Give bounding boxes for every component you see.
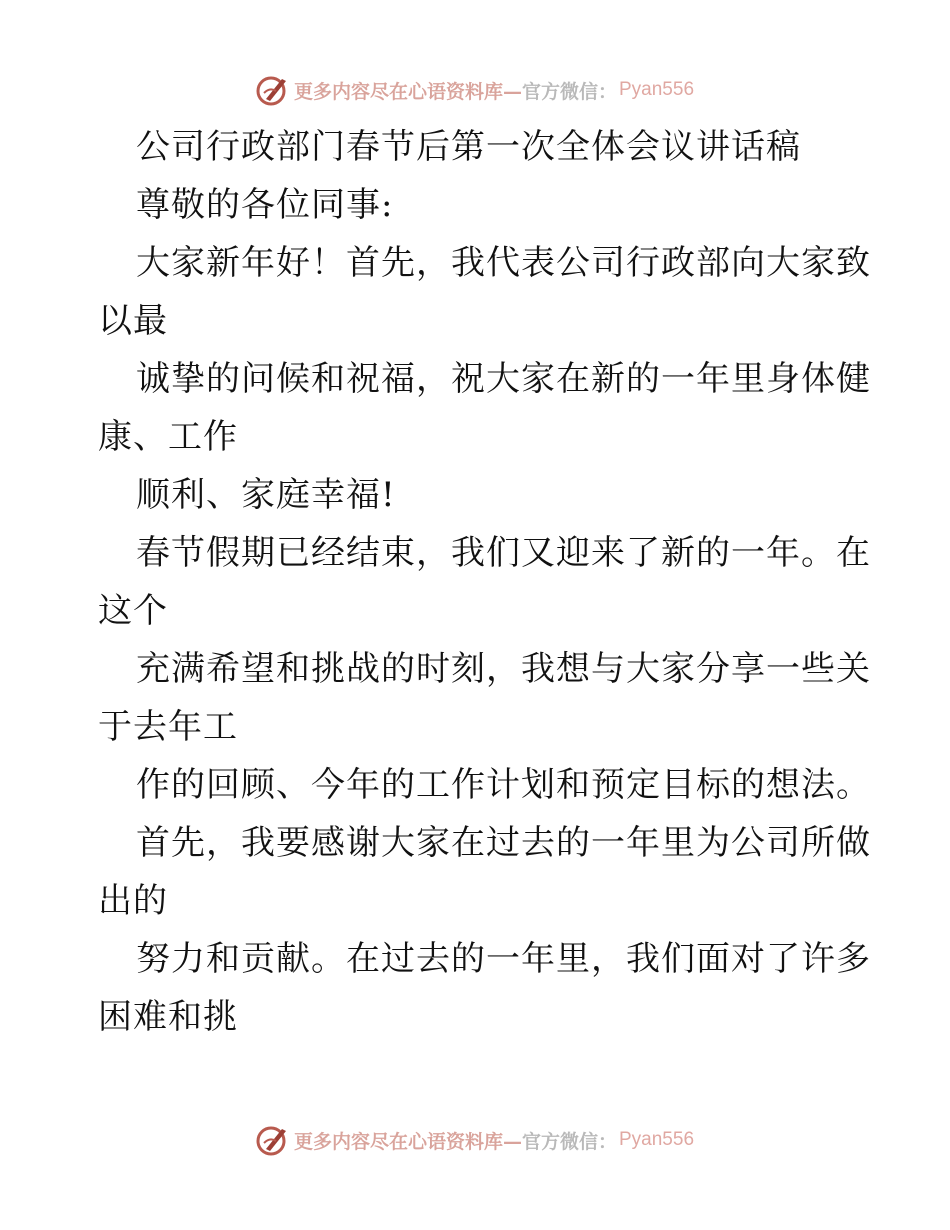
quill-logo-icon: [256, 73, 290, 107]
paragraph-line: 顺利、家庭幸福!: [136, 475, 396, 515]
watermark-wechat-id: Pyan556: [619, 79, 695, 100]
watermark-wechat-label: 官方微信：: [521, 1130, 617, 1153]
paragraph-line: 康、工作: [98, 417, 238, 457]
paragraph-line: 努力和贡献。在过去的一年里，我们面对了许多: [136, 939, 871, 979]
paragraph-line: 困难和挑: [98, 997, 238, 1037]
watermark-wechat-id: Pyan556: [619, 1129, 695, 1150]
watermark-main-text: 更多内容尽在心语资料库—: [293, 1130, 522, 1153]
paragraph-line: 出的: [98, 881, 168, 921]
paragraph-line: 大家新年好！首先，我代表公司行政部向大家致: [136, 243, 871, 283]
paragraph-line: 于去年工: [98, 707, 238, 747]
paragraph-line: 诚挚的问候和祝福，祝大家在新的一年里身体健: [136, 359, 871, 399]
watermark-main-text: 更多内容尽在心语资料库—: [293, 80, 522, 103]
document-title: 公司行政部门春节后第一次全体会议讲话稿: [136, 127, 801, 167]
paragraph-line: 首先，我要感谢大家在过去的一年里为公司所做: [136, 823, 871, 863]
paragraph-line: 这个: [98, 591, 168, 631]
header-watermark-banner: [0, 70, 950, 110]
paragraph-line: 春节假期已经结束，我们又迎来了新的一年。在: [136, 533, 871, 573]
quill-logo-icon: [256, 1123, 290, 1157]
paragraph-line: 充满希望和挑战的时刻，我想与大家分享一些关: [136, 649, 871, 689]
paragraph-line: 作的回顾、今年的工作计划和预定目标的想法。: [136, 765, 871, 805]
paragraph-line: 以最: [98, 301, 168, 341]
footer-watermark-banner: [0, 1120, 950, 1160]
watermark-wechat-label: 官方微信：: [521, 80, 617, 103]
document-body: [98, 118, 871, 1046]
salutation-line: 尊敬的各位同事:: [136, 185, 394, 225]
